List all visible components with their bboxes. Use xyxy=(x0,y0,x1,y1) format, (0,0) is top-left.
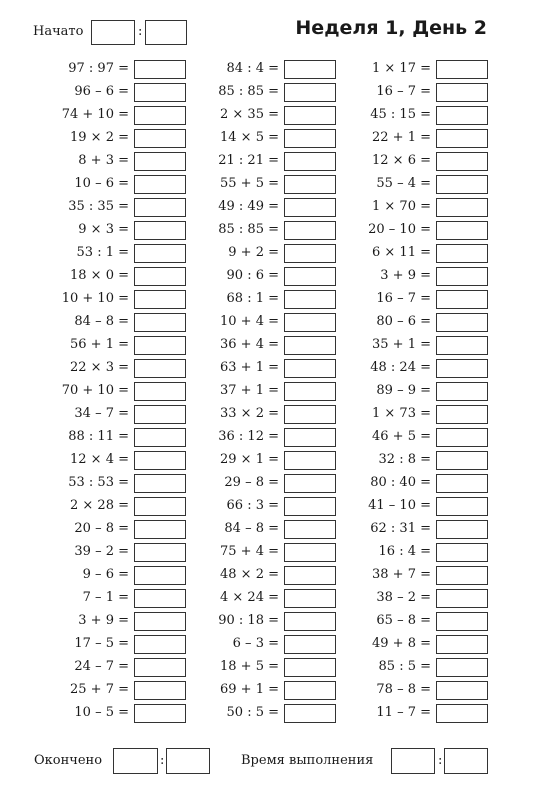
exercise-expression: 65 – 8 = xyxy=(376,613,431,628)
exercise-row xyxy=(0,541,488,564)
exercise-expression: 41 – 10 = xyxy=(368,498,431,513)
exercise-expression: 90 : 6 = xyxy=(226,268,279,283)
exercise-expression: 6 × 11 = xyxy=(372,245,431,260)
exercise-expression: 84 : 4 = xyxy=(226,61,279,76)
finished-label: Окончено xyxy=(34,753,103,768)
exercise-expression: 53 : 1 = xyxy=(76,245,129,260)
exercise-row xyxy=(0,403,488,426)
exercise-expression: 63 + 1 = xyxy=(220,360,279,375)
start-minutes-box[interactable] xyxy=(145,20,187,45)
exercise-expression: 80 : 40 = xyxy=(370,475,431,490)
exercise-row xyxy=(0,127,488,150)
exercise-expression: 68 : 1 = xyxy=(226,291,279,306)
exercise-expression: 16 – 7 = xyxy=(376,84,431,99)
exercise-expression: 53 : 53 = xyxy=(68,475,129,490)
exercise-expression: 10 – 5 = xyxy=(74,705,129,720)
exercise-expression: 21 : 21 = xyxy=(218,153,279,168)
exercise-expression: 48 : 24 = xyxy=(370,360,431,375)
exercise-expression: 10 + 10 = xyxy=(61,291,129,306)
finished-colon: : xyxy=(160,753,165,768)
exercise-expression: 33 × 2 = xyxy=(220,406,279,421)
exercise-expression: 20 – 10 = xyxy=(368,222,431,237)
exercise-expression: 48 × 2 = xyxy=(220,567,279,582)
exercise-row xyxy=(0,702,488,725)
exercise-row xyxy=(0,495,488,518)
exercise-row xyxy=(0,173,488,196)
exercise-expression: 39 – 2 = xyxy=(74,544,129,559)
exercise-expression: 18 + 5 = xyxy=(220,659,279,674)
exercise-expression: 49 : 49 = xyxy=(218,199,279,214)
exercise-row xyxy=(0,472,488,495)
exercise-expression: 11 – 7 = xyxy=(376,705,431,720)
exercise-row xyxy=(0,633,488,656)
exercise-row xyxy=(0,58,488,81)
exercise-row xyxy=(0,426,488,449)
exercise-expression: 16 – 7 = xyxy=(376,291,431,306)
exercise-row xyxy=(0,357,488,380)
answer-box[interactable] xyxy=(436,175,488,194)
exercise-expression: 74 + 10 = xyxy=(61,107,129,122)
exercise-expression: 32 : 8 = xyxy=(378,452,431,467)
exercise-expression: 55 + 5 = xyxy=(220,176,279,191)
exercise-expression: 10 – 6 = xyxy=(74,176,129,191)
exercise-row xyxy=(0,288,488,311)
exercise-expression: 84 – 8 = xyxy=(224,521,279,536)
answer-box[interactable] xyxy=(436,198,488,217)
exercise-expression: 14 × 5 = xyxy=(220,130,279,145)
exercise-expression: 78 – 8 = xyxy=(376,682,431,697)
exercise-expression: 7 – 1 = xyxy=(82,590,129,605)
exercise-expression: 56 + 1 = xyxy=(70,337,129,352)
exercise-row xyxy=(0,265,488,288)
exercise-expression: 25 + 7 = xyxy=(70,682,129,697)
exercise-expression: 1 × 17 = xyxy=(372,61,431,76)
exercise-row xyxy=(0,196,488,219)
exercise-expression: 85 : 85 = xyxy=(218,84,279,99)
exercise-row xyxy=(0,219,488,242)
answer-box[interactable] xyxy=(436,589,488,608)
exercise-expression: 88 : 11 = xyxy=(68,429,129,444)
exercise-row xyxy=(0,449,488,472)
exercise-expression: 22 + 1 = xyxy=(372,130,431,145)
exercise-expression: 85 : 85 = xyxy=(218,222,279,237)
exercise-expression: 38 + 7 = xyxy=(372,567,431,582)
exercise-expression: 38 – 2 = xyxy=(376,590,431,605)
exercise-row xyxy=(0,679,488,702)
answer-box[interactable] xyxy=(436,152,488,171)
answer-box[interactable] xyxy=(436,359,488,378)
answer-box[interactable] xyxy=(436,428,488,447)
exercise-row xyxy=(0,587,488,610)
exercise-expression: 29 – 8 = xyxy=(224,475,279,490)
answer-box[interactable] xyxy=(436,543,488,562)
answer-box[interactable] xyxy=(436,83,488,102)
exercise-expression: 96 – 6 = xyxy=(74,84,129,99)
answer-box[interactable] xyxy=(436,497,488,516)
exercise-expression: 29 × 1 = xyxy=(220,452,279,467)
exercise-expression: 12 × 6 = xyxy=(372,153,431,168)
exercise-expression: 62 : 31 = xyxy=(370,521,431,536)
exercise-expression: 37 + 1 = xyxy=(220,383,279,398)
answer-box[interactable] xyxy=(436,520,488,539)
finished-hours-box[interactable] xyxy=(113,748,158,774)
exercise-expression: 50 : 5 = xyxy=(226,705,279,720)
exercise-expression: 89 – 9 = xyxy=(376,383,431,398)
answer-box[interactable] xyxy=(436,382,488,401)
exercise-expression: 10 + 4 = xyxy=(220,314,279,329)
answer-box[interactable] xyxy=(436,635,488,654)
exercise-expression: 35 : 35 = xyxy=(68,199,129,214)
answer-box[interactable] xyxy=(436,106,488,125)
exercise-expression: 35 + 1 = xyxy=(372,337,431,352)
exercise-expression: 6 – 3 = xyxy=(232,636,279,651)
exercise-expression: 20 – 8 = xyxy=(74,521,129,536)
exercise-expression: 9 × 3 = xyxy=(78,222,129,237)
exercise-expression: 84 – 8 = xyxy=(74,314,129,329)
duration-minutes-box[interactable] xyxy=(444,748,488,774)
exercise-expression: 69 + 1 = xyxy=(220,682,279,697)
exercise-row xyxy=(0,380,488,403)
exercise-expression: 8 + 3 = xyxy=(78,153,129,168)
exercise-expression: 12 × 4 = xyxy=(70,452,129,467)
exercise-expression: 36 : 12 = xyxy=(218,429,279,444)
answer-box[interactable] xyxy=(436,405,488,424)
exercise-row xyxy=(0,610,488,633)
finished-minutes-box[interactable] xyxy=(166,748,210,774)
exercise-expression: 18 × 0 = xyxy=(70,268,129,283)
exercise-expression: 36 + 4 = xyxy=(220,337,279,352)
exercise-expression: 9 – 6 = xyxy=(82,567,129,582)
answer-box[interactable] xyxy=(436,60,488,79)
exercise-expression: 70 + 10 = xyxy=(61,383,129,398)
exercise-expression: 4 × 24 = xyxy=(220,590,279,605)
exercise-expression: 75 + 4 = xyxy=(220,544,279,559)
exercise-expression: 9 + 2 = xyxy=(228,245,279,260)
exercise-expression: 22 × 3 = xyxy=(70,360,129,375)
answer-box[interactable] xyxy=(436,681,488,700)
exercise-expression: 80 – 6 = xyxy=(376,314,431,329)
exercise-expression: 90 : 18 = xyxy=(218,613,279,628)
answer-box[interactable] xyxy=(436,612,488,631)
answer-box[interactable] xyxy=(436,129,488,148)
start-label: Начато xyxy=(33,24,84,39)
exercise-expression: 1 × 70 = xyxy=(372,199,431,214)
exercise-row xyxy=(0,150,488,173)
exercise-expression: 24 – 7 = xyxy=(74,659,129,674)
exercise-expression: 46 + 5 = xyxy=(372,429,431,444)
exercise-expression: 55 – 4 = xyxy=(376,176,431,191)
answer-box[interactable] xyxy=(436,267,488,286)
exercise-expression: 34 – 7 = xyxy=(74,406,129,421)
answer-box[interactable] xyxy=(436,474,488,493)
answer-box[interactable] xyxy=(436,566,488,585)
answer-box[interactable] xyxy=(436,221,488,240)
exercise-row xyxy=(0,242,488,265)
exercise-row xyxy=(0,104,488,127)
exercise-expression: 2 × 35 = xyxy=(220,107,279,122)
start-colon: : xyxy=(138,24,143,39)
exercise-row xyxy=(0,656,488,679)
exercise-expression: 2 × 28 = xyxy=(70,498,129,513)
duration-colon: : xyxy=(438,753,443,768)
exercise-row xyxy=(0,81,488,104)
answer-box[interactable] xyxy=(436,313,488,332)
exercise-row xyxy=(0,311,488,334)
start-hours-box[interactable] xyxy=(91,20,135,45)
answer-box[interactable] xyxy=(436,451,488,470)
exercise-expression: 16 : 4 = xyxy=(378,544,431,559)
page-title: Неделя 1, День 2 xyxy=(295,17,487,39)
exercise-expression: 17 – 5 = xyxy=(74,636,129,651)
exercise-expression: 3 + 9 = xyxy=(380,268,431,283)
answer-box[interactable] xyxy=(436,704,488,723)
duration-label: Время выполнения xyxy=(241,753,374,768)
exercise-expression: 85 : 5 = xyxy=(378,659,431,674)
exercise-row xyxy=(0,334,488,357)
exercise-expression: 66 : 3 = xyxy=(226,498,279,513)
exercise-expression: 49 + 8 = xyxy=(372,636,431,651)
answer-box[interactable] xyxy=(436,658,488,677)
column-3 xyxy=(0,58,488,725)
answer-box[interactable] xyxy=(436,290,488,309)
exercise-row xyxy=(0,564,488,587)
answer-box[interactable] xyxy=(436,336,488,355)
duration-hours-box[interactable] xyxy=(391,748,435,774)
exercise-expression: 45 : 15 = xyxy=(370,107,431,122)
exercise-expression: 3 + 9 = xyxy=(78,613,129,628)
answer-box[interactable] xyxy=(436,244,488,263)
exercise-row xyxy=(0,518,488,541)
exercise-expression: 97 : 97 = xyxy=(68,61,129,76)
exercise-expression: 1 × 73 = xyxy=(372,406,431,421)
exercise-expression: 19 × 2 = xyxy=(70,130,129,145)
